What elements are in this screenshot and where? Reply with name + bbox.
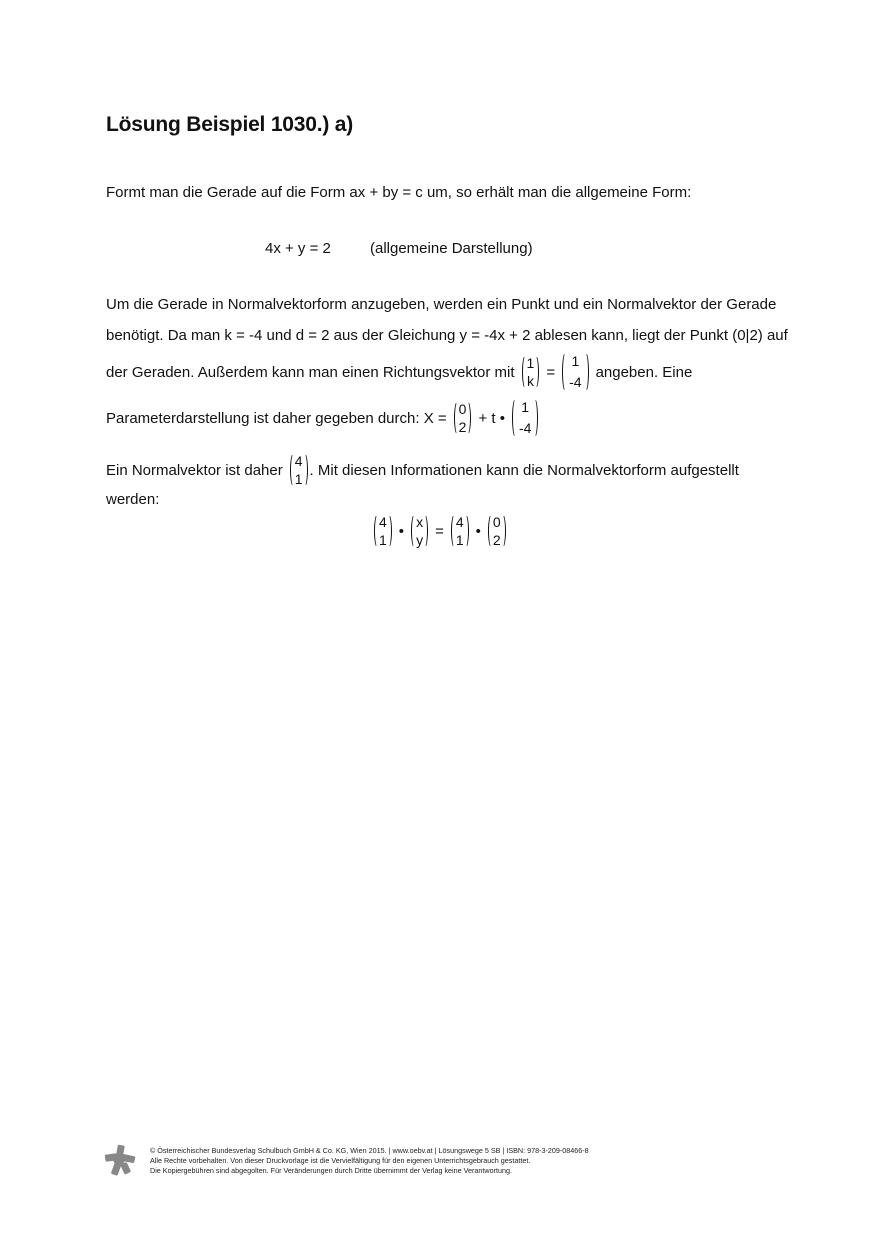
para2-line1: [106, 452, 739, 488]
vec-entry: y: [416, 532, 424, 548]
page-title: Lösung Beispiel 1030.) a): [106, 113, 354, 136]
intro-text: Formt man die Gerade auf die Form ax + by = c um, so erhält man die allgemeine Form:: [106, 184, 692, 201]
formula-normal-vector-2: [451, 513, 469, 549]
para1-line4-pre: Parameterdarstellung ist daher gegeben durch: X =: [106, 409, 447, 427]
footer-line: Die Kopiergebühren sind abgegolten. Für Veränderungen durch Dritte übernimmt der Verlag keine Verantwortung.: [150, 1166, 512, 1175]
vec-entry: -4: [569, 374, 582, 390]
direction-vector: [522, 354, 540, 390]
equals-sign: =: [546, 363, 556, 381]
vec-entry: 1: [521, 399, 530, 415]
para1-line1: Um die Gerade in Normalvektorform anzugeben, werden ein Punkt und ein Normalvektor der Gerade: [106, 296, 777, 313]
vec-entry: 1: [455, 532, 464, 548]
vec-entry: -4: [518, 420, 532, 436]
footer-line: © Österreichischer Bundesverlag Schulbuch GmbH & Co. KG, Wien 2015. | www.oebv.at | Lösungswege 5 SB | ISBN: 978-3-209-08466-8: [150, 1146, 589, 1155]
vec-entry: 1: [526, 355, 535, 371]
vec-entry: 4: [294, 453, 303, 469]
para2-line1-pre: Ein Normalvektor ist daher: [106, 461, 283, 479]
formula-xy-vector: [411, 513, 428, 549]
publisher-logo-icon: [104, 1144, 136, 1176]
para2-line1-post: . Mit diesen Informationen kann die Normalvektorform aufgestellt: [309, 461, 739, 479]
footer-copyright: [150, 1146, 589, 1176]
direction-vector-value: [562, 351, 588, 393]
vec-entry: 0: [492, 514, 501, 530]
vec-entry: 0: [458, 401, 467, 417]
para2-line2: werden:: [106, 491, 160, 508]
formula-point-vector: [488, 513, 506, 549]
vec-entry: 1: [571, 353, 580, 369]
formula-normal-vector: [374, 513, 392, 549]
vec-entry: x: [416, 514, 424, 530]
para1-line2: benötigt. Da man k = -4 und d = 2 aus der Gleichung y = -4x + 2 ablesen kann, liegt der Punkt (0|2) auf: [106, 327, 788, 344]
vec-entry: 4: [455, 514, 464, 530]
vec-entry: k: [526, 373, 534, 389]
normal-vector: [290, 452, 308, 488]
dot-operator: •: [398, 522, 405, 540]
point-vector: [454, 400, 472, 436]
normal-vector-form: [372, 513, 508, 549]
para1-line3-post: angeben. Eine: [595, 363, 693, 381]
para1-line3-pre: der Geraden. Außerdem kann man einen Richtungsvektor mit: [106, 363, 515, 381]
general-equation: 4x + y = 2: [265, 240, 331, 257]
vec-entry: 4: [379, 514, 387, 530]
dot-operator: •: [475, 522, 481, 540]
plus-t: + t •: [478, 409, 505, 427]
general-equation-label: (allgemeine Darstellung): [370, 240, 533, 257]
direction-vector-param: [512, 397, 538, 439]
vec-entry: 2: [458, 419, 467, 435]
equals-sign: =: [435, 522, 444, 540]
para1-line3: [106, 350, 692, 394]
vec-entry: 1: [294, 471, 303, 487]
vec-entry: 2: [492, 532, 501, 548]
footer-line: Alle Rechte vorbehalten. Von dieser Druckvorlage ist die Vervielfältigung für den eigenen Unterrichtsgebrauch gestattet.: [150, 1156, 531, 1165]
vec-entry: 1: [379, 532, 387, 548]
para1-line4: [106, 396, 540, 440]
